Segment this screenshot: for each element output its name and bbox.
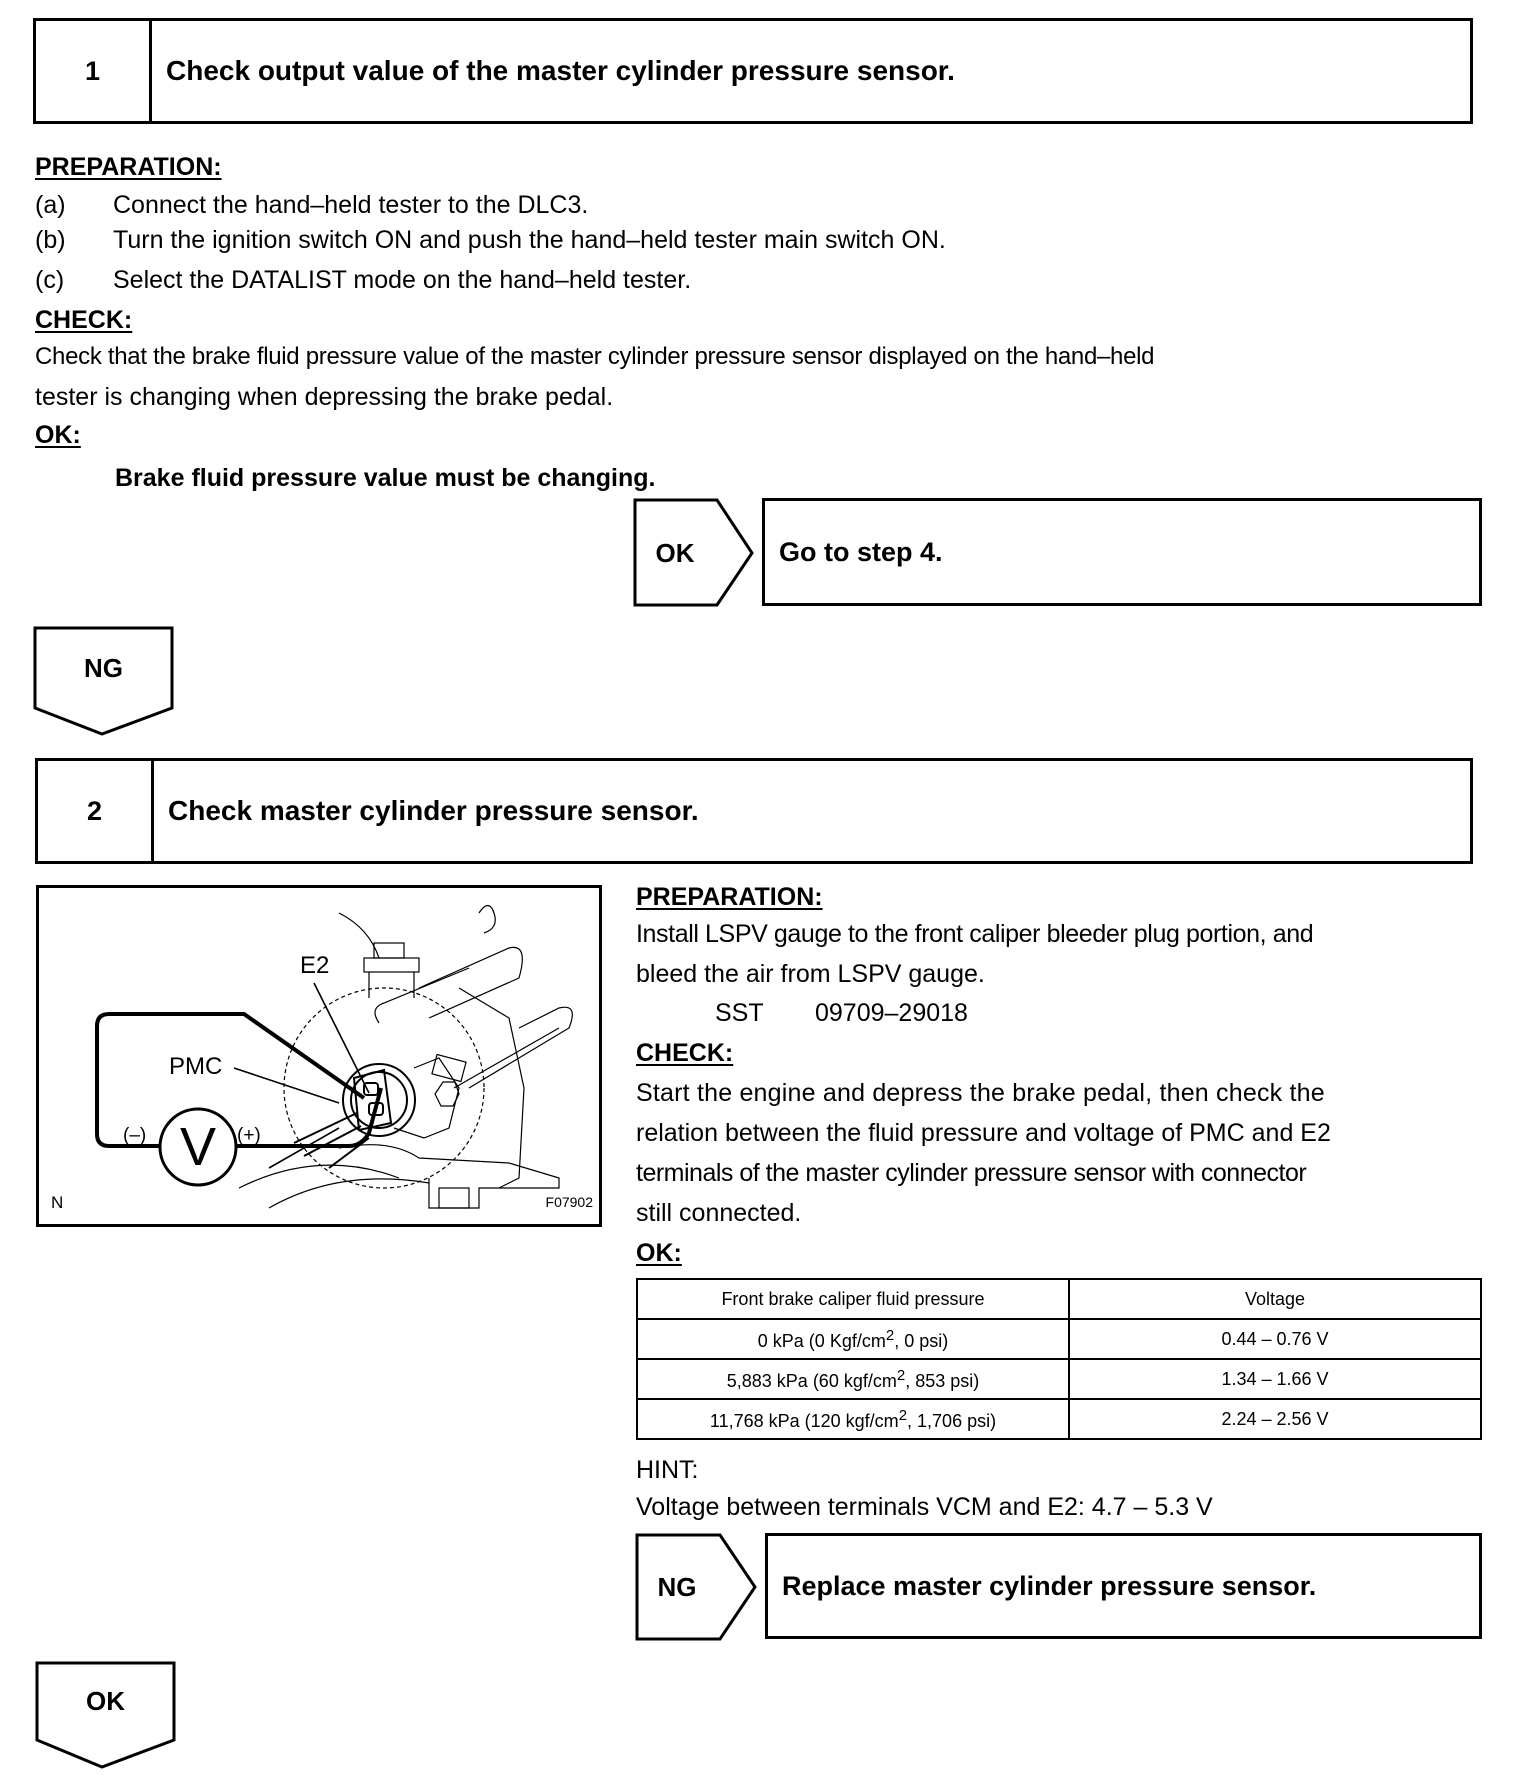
diagram-corner-label: N [51,1193,64,1212]
meter-minus-label: (–) [123,1125,147,1146]
ok-branch-result-box[interactable] [762,498,1482,606]
step-1-prep-item-c-marker: (c) [35,266,65,294]
step-2-ok-label: OK: [636,1239,682,1267]
ng-down-label: NG [84,652,123,683]
e2-terminal-label: E2 [300,952,330,979]
table-cell-pressure: 5,883 kPa (60 kgf/$cm^2$, 853 psi) [637,1359,1069,1399]
ng-branch-result-text: Replace master cylinder pressure sensor. [782,1570,1317,1601]
table-cell-voltage: 2.24 – 2.56 V [1069,1399,1481,1439]
step-1-check-line-2: tester is changing when depressing the brake pedal. [35,383,614,411]
step-2-title: Check master cylinder pressure sensor. [168,795,699,826]
table-cell-pressure: 0 kPa (0 Kgf/$cm^2$, 0 psi) [637,1319,1069,1359]
step-1-title: Check output value of the master cylinder pressure sensor. [166,55,955,86]
table-cell-pressure: 11,768 kPa (120 kgf/$cm^2$, 1,706 psi) [637,1399,1069,1439]
table-header-cell: Voltage [1069,1279,1481,1319]
ok-branch-result-text: Go to step 4. [779,536,943,567]
ng-branch-result-box[interactable] [765,1533,1482,1639]
table-row [637,1359,1481,1399]
sst-label: SST [715,999,764,1027]
step-1-prep-item-a-marker: (a) [35,191,66,219]
step-1-prep-item-b-text: Turn the ignition switch ON and push the hand–held tester main switch ON. [113,226,946,254]
table-cell-voltage: 0.44 – 0.76 V [1069,1319,1481,1359]
step-1-preparation-label: PREPARATION: [35,153,222,181]
step-2-header [35,758,1473,864]
ok-down-label: OK [86,1686,125,1716]
step-1-header [33,18,1473,124]
step-1-prep-item-a-text: Connect the hand–held tester to the DLC3. [113,191,589,219]
hint-text: Voltage between terminals VCM and E2: 4.7 – 5.3 V [636,1493,1213,1521]
step-1-ok-criterion: Brake fluid pressure value must be changing. [115,464,656,492]
sensor-connection-diagram [36,885,602,1227]
step-2-check-line-4: still connected. [636,1199,802,1227]
figure-code: F07902 [545,1194,593,1210]
hint-label: HINT: [636,1456,699,1484]
table-cell-voltage: 1.34 – 1.66 V [1069,1359,1481,1399]
step-1-check-line-1: Check that the brake fluid pressure value of the master cylinder pressure sensor displayed on the hand–held [35,343,1155,370]
table-row [637,1319,1481,1359]
table-row [637,1399,1481,1439]
step-2-preparation-label: PREPARATION: [636,883,823,911]
pmc-terminal-label: PMC [169,1053,223,1080]
step-2-check-line-1: Start the engine and depress the brake pedal, then check the [636,1079,1325,1107]
table-header-row [637,1279,1481,1319]
sst-value: 09709–29018 [815,999,968,1027]
step-1-prep-item-b-marker: (b) [35,226,66,254]
step-2-prep-line-1: Install LSPV gauge to the front caliper bleeder plug portion, and [636,920,1314,948]
ng-branch-label: NG [657,1571,697,1602]
step-1-prep-item-c-text: Select the DATALIST mode on the hand–held tester. [113,266,692,294]
master-cylinder-illustration-icon [39,888,599,1224]
meter-plus-label: (+) [237,1125,261,1146]
voltmeter-symbol: V [179,1117,217,1177]
step-2-check-line-2: relation between the fluid pressure and voltage of PMC and E2 [636,1119,1331,1147]
ok-branch-label: OK [655,537,695,568]
step-2-check-label: CHECK: [636,1039,734,1067]
step-1-number: 1 [36,21,152,121]
step-1-ok-label: OK: [35,421,81,449]
step-2-prep-line-2: bleed the air from LSPV gauge. [636,960,985,988]
pressure-voltage-table [636,1278,1482,1440]
step-2-number: 2 [38,761,154,861]
step-1-check-label: CHECK: [35,306,133,334]
step-2-check-line-3: terminals of the master cylinder pressure sensor with connector [636,1159,1307,1187]
table-header-cell: Front brake caliper fluid pressure [637,1279,1069,1319]
